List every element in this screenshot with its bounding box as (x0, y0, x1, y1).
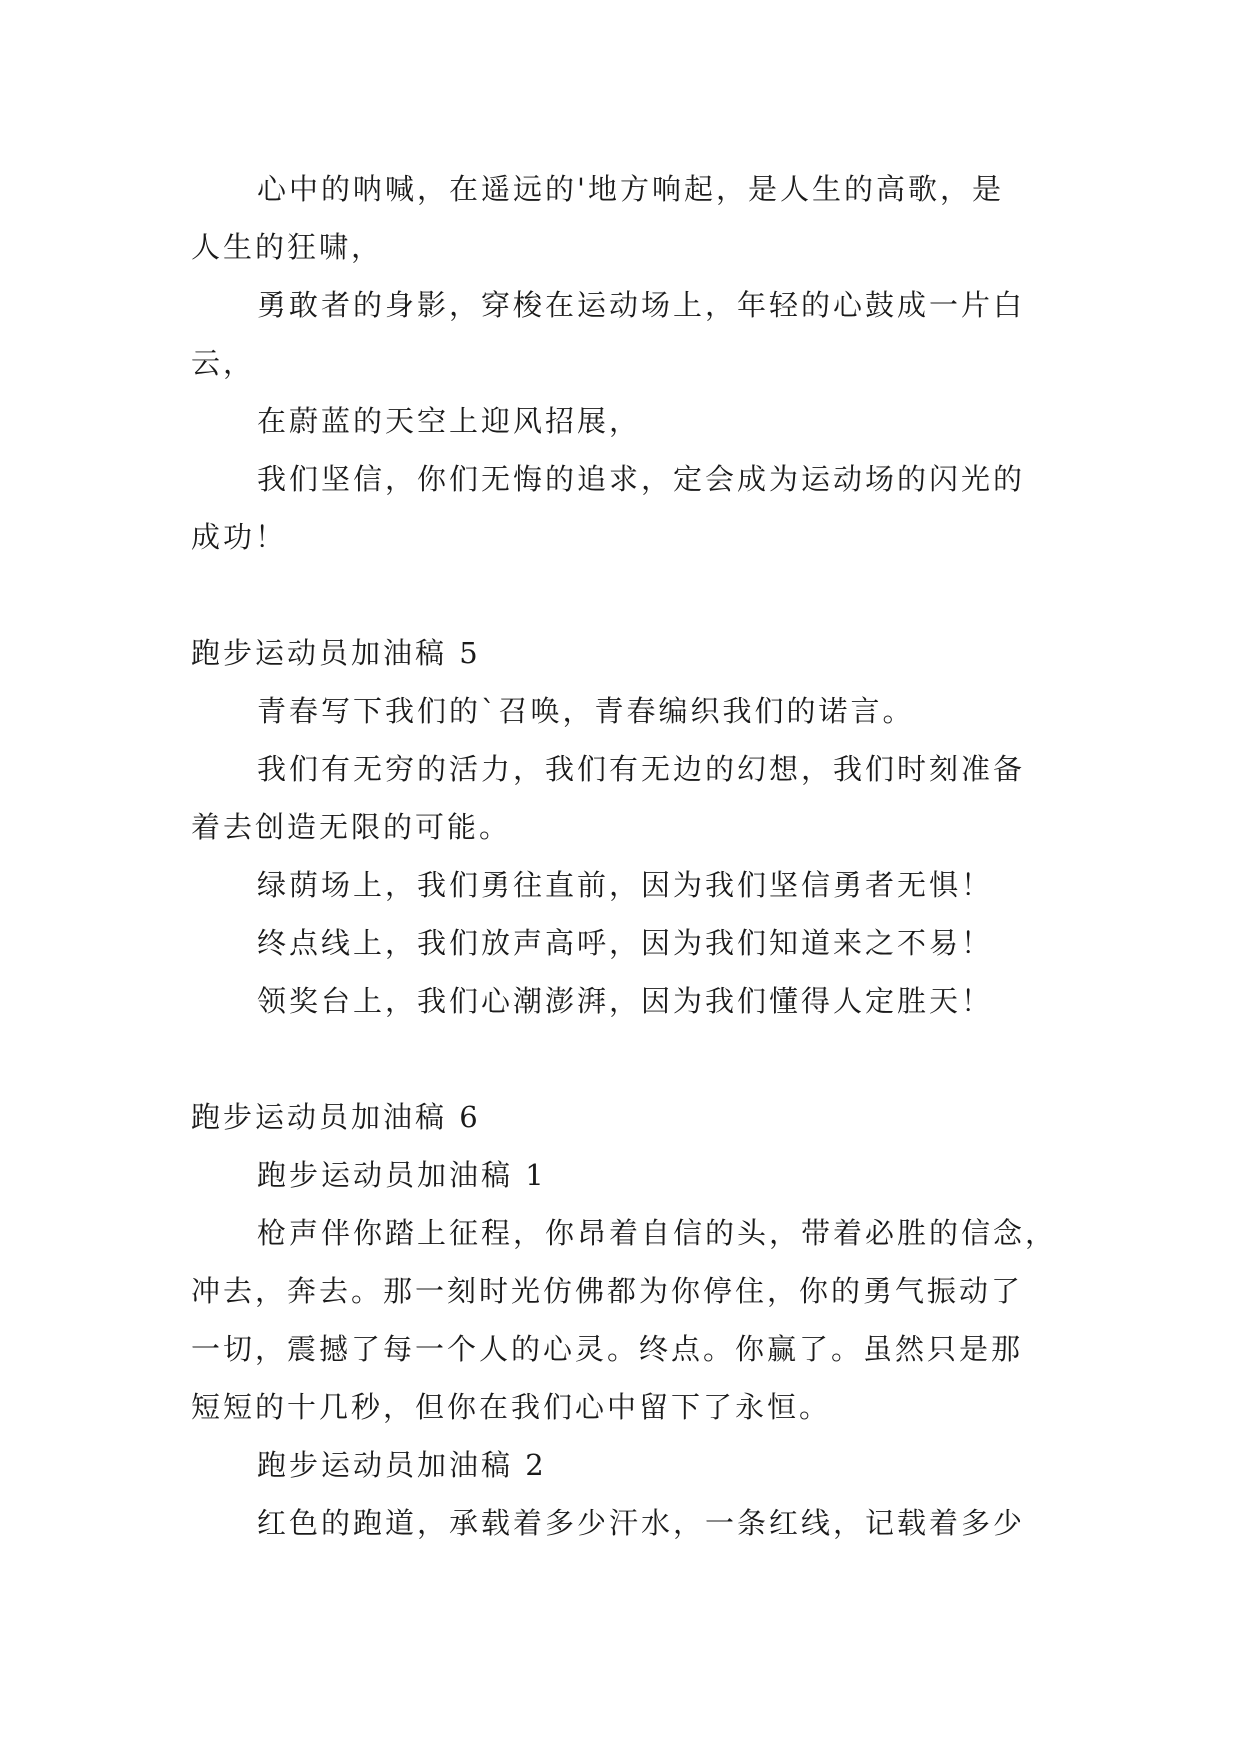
section-spacer (191, 1030, 1051, 1088)
paragraph-line: 着去创造无限的可能。 (191, 810, 512, 844)
section-spacer (191, 566, 1051, 624)
paragraph-line: 绿荫场上，我们勇往直前，因为我们坚信勇者无惧！ (257, 868, 994, 902)
paragraph-line: 心中的呐喊，在遥远的'地方响起，是人生的高歌，是 (257, 172, 1004, 206)
paragraph-line: 领奖台上，我们心潮澎湃，因为我们懂得人定胜天！ (257, 984, 994, 1018)
section-heading: 跑步运动员加油稿 6 (191, 1100, 481, 1134)
paragraph-line: 红色的跑道，承载着多少汗水，一条红线，记载着多少 (257, 1506, 1026, 1540)
section-5 (191, 624, 1051, 1030)
paragraph-line: 青春写下我们的`召唤，青春编织我们的诺言。 (257, 694, 915, 728)
paragraph-line: 枪声伴你踏上征程，你昂着自信的头，带着必胜的信念， (257, 1216, 1058, 1250)
paragraph-line: 一切，震撼了每一个人的心灵。终点。你赢了。虽然只是那 (191, 1332, 1024, 1366)
paragraph-line: 短短的十几秒，但你在我们心中留下了永恒。 (191, 1390, 832, 1424)
paragraph-line: 云， (191, 346, 256, 380)
paragraph-line: 在蔚蓝的天空上迎风招展， (257, 404, 642, 438)
paragraph-line: 我们坚信，你们无悔的追求，定会成为运动场的闪光的 (257, 462, 1026, 496)
subheading-line: 跑步运动员加油稿 1 (257, 1158, 547, 1192)
subheading-line: 跑步运动员加油稿 2 (257, 1448, 547, 1482)
section-6 (191, 1088, 1058, 1552)
paragraph-line: 终点线上，我们放声高呼，因为我们知道来之不易！ (257, 926, 994, 960)
paragraph-line: 成功！ (191, 520, 288, 554)
paragraph-line: 人生的狂啸， (191, 230, 384, 264)
paragraph-line: 勇敢者的身影，穿梭在运动场上，年轻的心鼓成一片白 (257, 288, 1026, 322)
document-page (191, 160, 1058, 1552)
paragraph-line: 冲去，奔去。那一刻时光仿佛都为你停住，你的勇气振动了 (191, 1274, 1024, 1308)
section-heading: 跑步运动员加油稿 5 (191, 636, 481, 670)
paragraph-line: 我们有无穷的活力，我们有无边的幻想，我们时刻准备 (257, 752, 1026, 786)
section-4-tail (191, 160, 1051, 566)
